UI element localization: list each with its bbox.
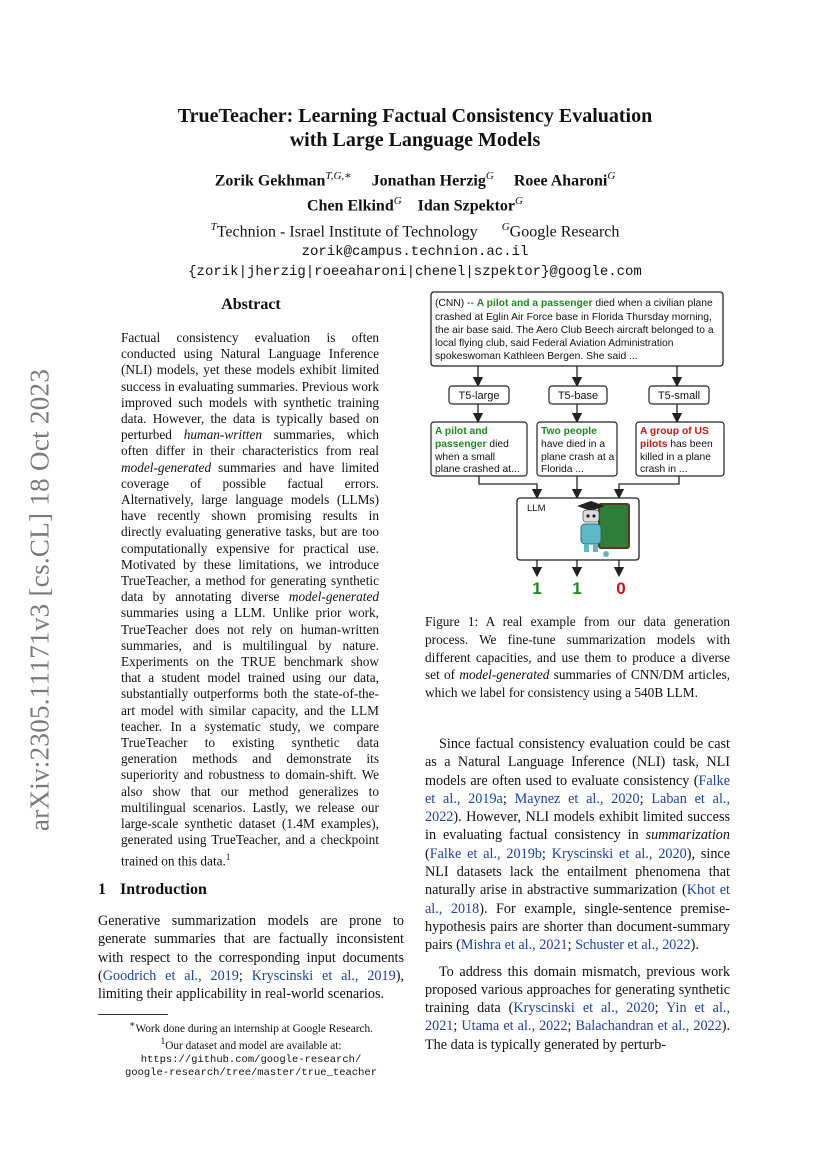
citation-link[interactable]: Kryscinski et al., 2019 <box>251 967 396 984</box>
footnote-2 <box>98 1036 404 1053</box>
paragraph-text: ( <box>425 845 430 862</box>
summary-3-line-1: A group of US <box>640 426 709 437</box>
label-inconsistent: 0 <box>616 579 626 598</box>
model-label: T5-base <box>557 390 599 402</box>
citation-separator: ; <box>453 1018 462 1035</box>
intro-paragraph <box>98 912 404 1003</box>
author-affil: G <box>393 195 402 208</box>
figure-1 <box>425 288 730 600</box>
paragraph-domain-mismatch <box>425 963 730 1054</box>
email-1: zorik@campus.technion.ac.il <box>301 243 529 260</box>
footnote-ref[interactable]: 1 <box>225 851 231 862</box>
summary-1-line-1: A pilot and <box>435 426 488 437</box>
citation-link[interactable]: Laban et al., 2022 <box>425 790 730 826</box>
abstract-text: summaries and have limited coverage of possible factual errors. Alternatively, large language models (LLMs) have recently shown promising results in directly evaluating generative tasks, but are too computationally expensive for practical use. Motivated by these limitations, we introduce TrueTeacher, a method for generating synthetic data by annotating diverse <box>121 459 379 605</box>
citation-link[interactable]: Falke et al., 2019b <box>429 845 542 862</box>
document-line-4: local flying club, said Federal Aviation Administration <box>435 338 674 349</box>
paragraph-text: Since factual consistency evaluation could be cast as a Natural Language Inference (NLI) task, NLI models are often used to evaluate consistency ( <box>425 736 730 789</box>
author-name: Roee Aharoni <box>513 172 608 190</box>
author-affil: T,G,∗ <box>325 170 352 182</box>
citation-link[interactable]: Kryscinski et al., 2020 <box>551 845 687 862</box>
title-line-2: with Large Language Models <box>289 129 541 151</box>
intro-text: Generative summarization models are prone to generate summaries that are factually inconsistent with respect to the corresponding input documents ( <box>98 913 404 984</box>
citation-link[interactable]: Balachandran et al., 2022 <box>575 1018 722 1035</box>
abstract-body <box>121 330 379 869</box>
summary-2-line-2: have died in a <box>541 439 606 450</box>
author-name: Jonathan Herzig <box>371 172 486 190</box>
footnote-url[interactable]: https://github.com/google-research/ <box>140 1053 362 1066</box>
paragraph-emphasis: summarization <box>645 827 730 844</box>
right-column-text <box>425 735 730 1054</box>
figure-caption <box>425 613 730 702</box>
section-title: Introduction <box>120 881 207 898</box>
citation-link[interactable]: Utama et al., 2022 <box>461 1018 568 1035</box>
arxiv-identifier: arXiv:2305.11171v3 [cs.CL] 18 Oct 2023 <box>24 368 55 832</box>
author-name: Zorik Gekhman <box>214 172 326 190</box>
footnote-url[interactable]: google-research/tree/master/true_teacher <box>124 1067 378 1080</box>
document-line-1: (CNN) -- A pilot and a passenger died when a civilian plane <box>435 298 713 309</box>
abstract-heading: Abstract <box>221 296 281 313</box>
llm-label: LLM <box>527 503 546 514</box>
affiliation-google: Google Research <box>509 222 620 240</box>
paragraph-text: ). However, NLI models exhibit limited success in evaluating factual consistency in <box>425 809 730 844</box>
author-line-2 <box>140 191 690 216</box>
paragraph-text: ). For example, single-sentence premise-hypothesis pairs are shorter than document-summary pairs ( <box>425 900 730 954</box>
summary-3-line-2: pilots has been <box>640 439 713 450</box>
paragraph-text: ), since NLI datasets lack the entailment phenomena that naturally arise in abstractive summarization ( <box>425 845 731 899</box>
figure-diagram <box>425 288 730 600</box>
email-2: {zorik|jherzig|roeeaharoni|chenel|szpektor}@google.com <box>188 263 642 280</box>
summary-2-line-4: Florida ... <box>541 464 584 475</box>
citation-link[interactable]: Falke et al., 2019a <box>425 772 730 807</box>
author-affil: G <box>607 170 616 182</box>
affiliation-technion: Technion - Israel Institute of Technology <box>216 222 478 240</box>
author-block <box>140 166 690 282</box>
caption-text: Figure 1: A real example from our data generation process. We fine-tune summarization models with different capacities, and use them to produce a diverse set of <box>425 614 730 683</box>
author-affil: G <box>485 170 494 182</box>
abstract-text: summaries, which often differ in their characteristics from real <box>121 427 379 459</box>
affil-mark: G <box>501 220 510 233</box>
summary-1-line-3: when a small <box>435 452 496 463</box>
summary-2-line-3: plane crash at a <box>541 452 615 463</box>
abstract-emphasis: model-generated <box>288 589 379 605</box>
paragraph-text: ). The data is typically generated by perturb- <box>425 1018 731 1053</box>
title-line-1: TrueTeacher: Learning Factual Consistency Evaluation <box>177 105 653 127</box>
citation-link[interactable]: Kryscinski et al., 2020 <box>513 1000 655 1017</box>
footnote-mark: 1 <box>160 1037 166 1048</box>
author-name: Idan Szpektor <box>417 197 516 215</box>
footnote-rule <box>98 1014 168 1015</box>
citation-separator: ; <box>567 1018 576 1035</box>
paragraph-text: To address this domain mismatch, previous work proposed various approaches for generating synthetic training data ( <box>425 963 730 1017</box>
citation-link[interactable]: Maynez et al., 2020 <box>514 790 640 807</box>
label-consistent: 1 <box>572 579 582 598</box>
model-label: T5-large <box>458 390 500 402</box>
citation-separator: ; <box>541 845 552 862</box>
document-line-5: spokeswoman Kathleen Bergen. She said ... <box>435 351 638 362</box>
model-label: T5-small <box>657 390 701 402</box>
summary-1-line-2: passenger died <box>435 439 509 450</box>
summary-3-line-4: crash in ... <box>640 464 688 475</box>
paragraph-nli <box>425 735 730 955</box>
footnote-text: Our dataset and model are available at: <box>165 1040 342 1053</box>
citation-separator: ; <box>238 967 252 984</box>
abstract-text: summaries using a LLM. Unlike prior work, TrueTeacher does not rely on human-written summaries, and is multilingual by nature. Experiments on the TRUE benchmark show that a student model trained using our data, substantially outperforms both the state-of-the-art model with similar capacity, and the LLM teacher. In a systematic study, we compare TrueTeacher to existing synthetic data generation methods and demonstrate its superiority and robustness to domain-shift. We also show that our method generalizes to multilingual scenarios. Lastly, we release our large-scale synthetic dataset (1.4M examples), generated using TrueTeacher, and a checkpoint trained on this data. <box>121 605 379 868</box>
footnote-mark: ∗ <box>129 1020 136 1030</box>
abstract-emphasis: model-generated <box>121 459 212 475</box>
author-line-1 <box>140 166 690 191</box>
author-name: Chen Elkind <box>307 197 394 215</box>
caption-emphasis: model-generated <box>459 667 550 683</box>
abstract-emphasis: human-written <box>183 427 263 443</box>
paragraph-text: ). <box>690 937 699 954</box>
document-line-3: the air base said. The Aero Club Beech aircraft belonged to a <box>435 325 714 336</box>
label-consistent: 1 <box>532 579 542 598</box>
citation-link[interactable]: Goodrich et al., 2019 <box>102 967 239 984</box>
citation-separator: ; <box>654 1000 667 1017</box>
citation-separator: ; <box>639 790 652 807</box>
document-line-2: crashed at Eglin Air Force base in Florida Thursday morning, <box>435 312 712 323</box>
affiliations <box>140 217 690 242</box>
citation-separator: ; <box>502 790 515 807</box>
intro-text: ), limiting their applicability in real-world scenarios. <box>98 967 404 1003</box>
section-heading-introduction <box>98 881 207 899</box>
abstract-text: Factual consistency evaluation is often conducted using Natural Language Inference (NLI) models, yet these models exhibit limited success in evaluating summaries. Previous work improved such models with synthetic training data. However, the data is typically based on perturbed <box>121 330 379 443</box>
citation-link[interactable]: Yin et al., 2021 <box>425 1000 731 1035</box>
footnotes <box>98 1019 404 1081</box>
summary-1-line-4: plane crashed at... <box>435 464 520 475</box>
paper-title <box>140 104 690 152</box>
footnote-text: Work done during an internship at Google Research. <box>135 1022 373 1035</box>
affil-mark: T <box>210 220 217 233</box>
citation-separator: ; <box>567 937 576 954</box>
author-affil: G <box>515 195 523 208</box>
summary-2-line-1: Two people <box>541 426 597 437</box>
citation-link[interactable]: Mishra et al., 2021 <box>460 937 568 954</box>
summary-3-line-3: killed in a plane <box>640 452 711 463</box>
footnote-1 <box>98 1019 404 1036</box>
citation-link[interactable]: Khot et al., 2018 <box>425 882 730 917</box>
citation-link[interactable]: Schuster et al., 2022 <box>575 937 691 954</box>
section-number: 1 <box>98 881 106 898</box>
caption-text: summaries of CNN/DM articles, which we label for consistency using a 540B LLM. <box>425 667 730 701</box>
